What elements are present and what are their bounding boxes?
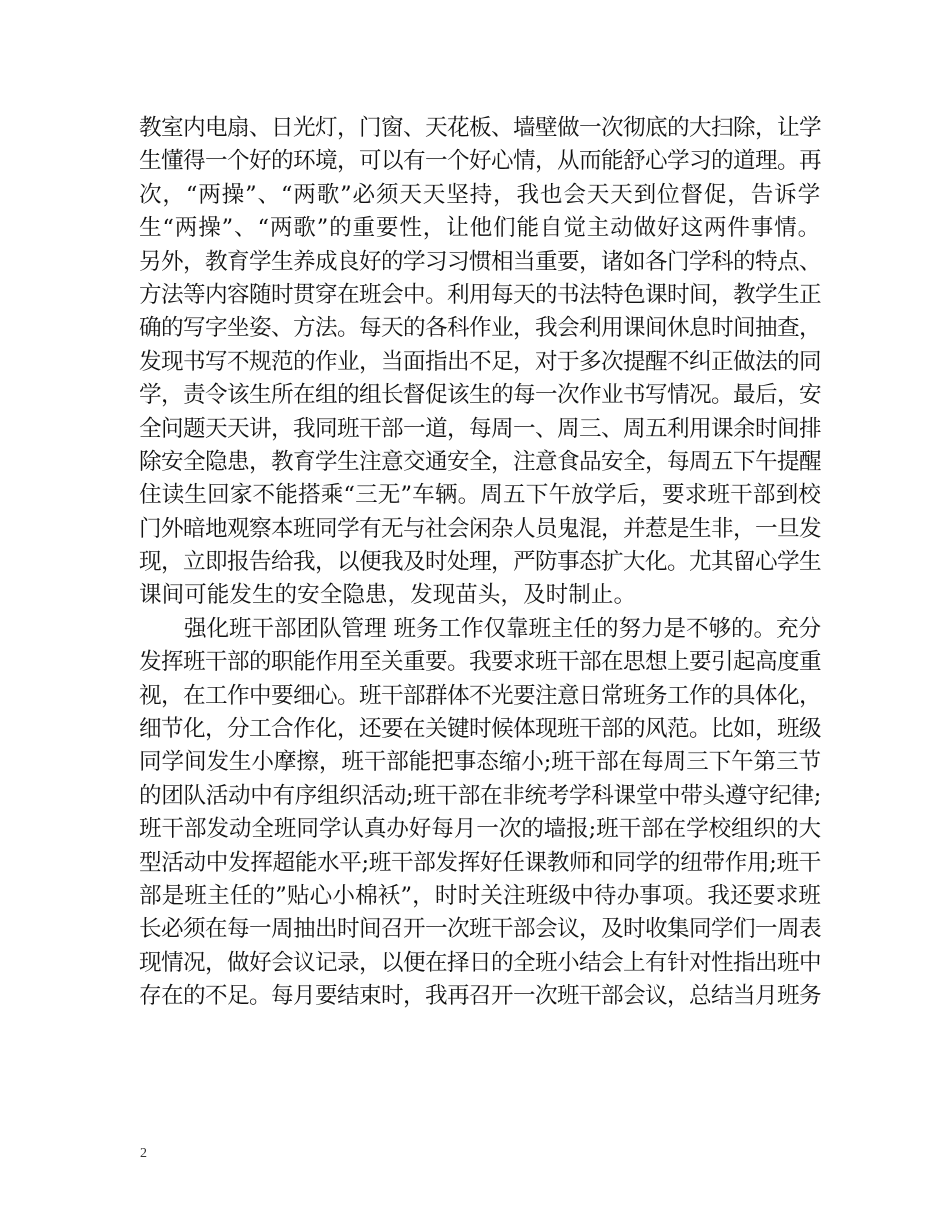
text-line: 生“两操”、“两歌”的重要性，让他们能自觉主动做好这两件事情。: [139, 215, 821, 242]
text-line: 方法等内容随时贯穿在班会中。利用每天的书法特色课时间，教学生正: [139, 281, 821, 308]
text-line: 教室内电扇、日光灯，门窗、天花板、墙壁做一次彻底的大扫除，让学: [139, 115, 821, 141]
text-line: 生懂得一个好的环境，可以有一个好心情，从而能舒心学习的道理。再: [139, 148, 821, 175]
page-number: 2: [140, 1146, 147, 1161]
text-line: 确的写字坐姿、方法。每天的各科作业，我会利用课间休息时间抽查，: [139, 315, 821, 342]
text-line: 现，立即报告给我，以便我及时处理，严防事态扩大化。尤其留心学生: [139, 549, 821, 576]
text-line: 学，责令该生所在组的组长督促该生的每一次作业书写情况。最后，安: [139, 382, 821, 409]
text-line: 部是班主任的”贴心小棉袄”，时时关注班级中待办事项。我还要求班: [139, 882, 821, 909]
text-line: 细节化，分工合作化，还要在关键时候体现班干部的风范。比如，班级: [139, 716, 821, 743]
text-line: 门外暗地观察本班同学有无与社会闲杂人员鬼混，并惹是生非，一旦发: [139, 515, 821, 542]
text-line: 现情况，做好会议记录，以便在择日的全班小结会上有针对性指出班中: [139, 949, 821, 976]
text-line: 型活动中发挥超能水平;班干部发挥好任课教师和同学的纽带作用;班干: [139, 849, 821, 876]
text-line: 的团队活动中有序组织活动;班干部在非统考学科课堂中带头遵守纪律;: [139, 782, 821, 809]
paragraph-1: [139, 112, 821, 613]
text-line: 除安全隐患，教育学生注意交通安全，注意食品安全，每周五下午提醒: [139, 448, 821, 475]
text-line: 课间可能发生的安全隐患，发现苗头，及时制止。: [139, 582, 637, 609]
text-line: 发挥班干部的职能作用至关重要。我要求班干部在思想上要引起高度重: [139, 649, 821, 676]
text-line: 长必须在每一周抽出时间召开一次班干部会议，及时收集同学们一周表: [139, 916, 821, 943]
text-line: 强化班干部团队管理 班务工作仅靠班主任的努力是不够的。充分: [184, 615, 821, 642]
body-text: [139, 112, 821, 1014]
text-line: 存在的不足。每月要结束时，我再召开一次班干部会议，总结当月班务: [139, 983, 821, 1010]
text-line: 班干部发动全班同学认真办好每月一次的墙报;班干部在学校组织的大: [139, 816, 821, 843]
text-line: 住读生回家不能搭乘“三无”车辆。周五下午放学后，要求班干部到校: [139, 482, 821, 509]
paragraph-2: [139, 613, 821, 1014]
text-line: 发现书写不规范的作业，当面指出不足，对于多次提醒不纠正做法的同: [139, 348, 821, 375]
text-line: 全问题天天讲，我同班干部一道，每周一、周三、周五利用课余时间排: [139, 415, 821, 442]
text-line: 视，在工作中要细心。班干部群体不光要注意日常班务工作的具体化，: [139, 682, 821, 709]
text-line: 另外，教育学生养成良好的学习习惯相当重要，诸如各门学科的特点、: [139, 248, 821, 275]
text-line: 次，“两操”、“两歌”必须天天坚持，我也会天天到位督促，告诉学: [139, 181, 821, 208]
text-line: 同学间发生小摩擦，班干部能把事态缩小;班干部在每周三下午第三节: [139, 749, 821, 776]
